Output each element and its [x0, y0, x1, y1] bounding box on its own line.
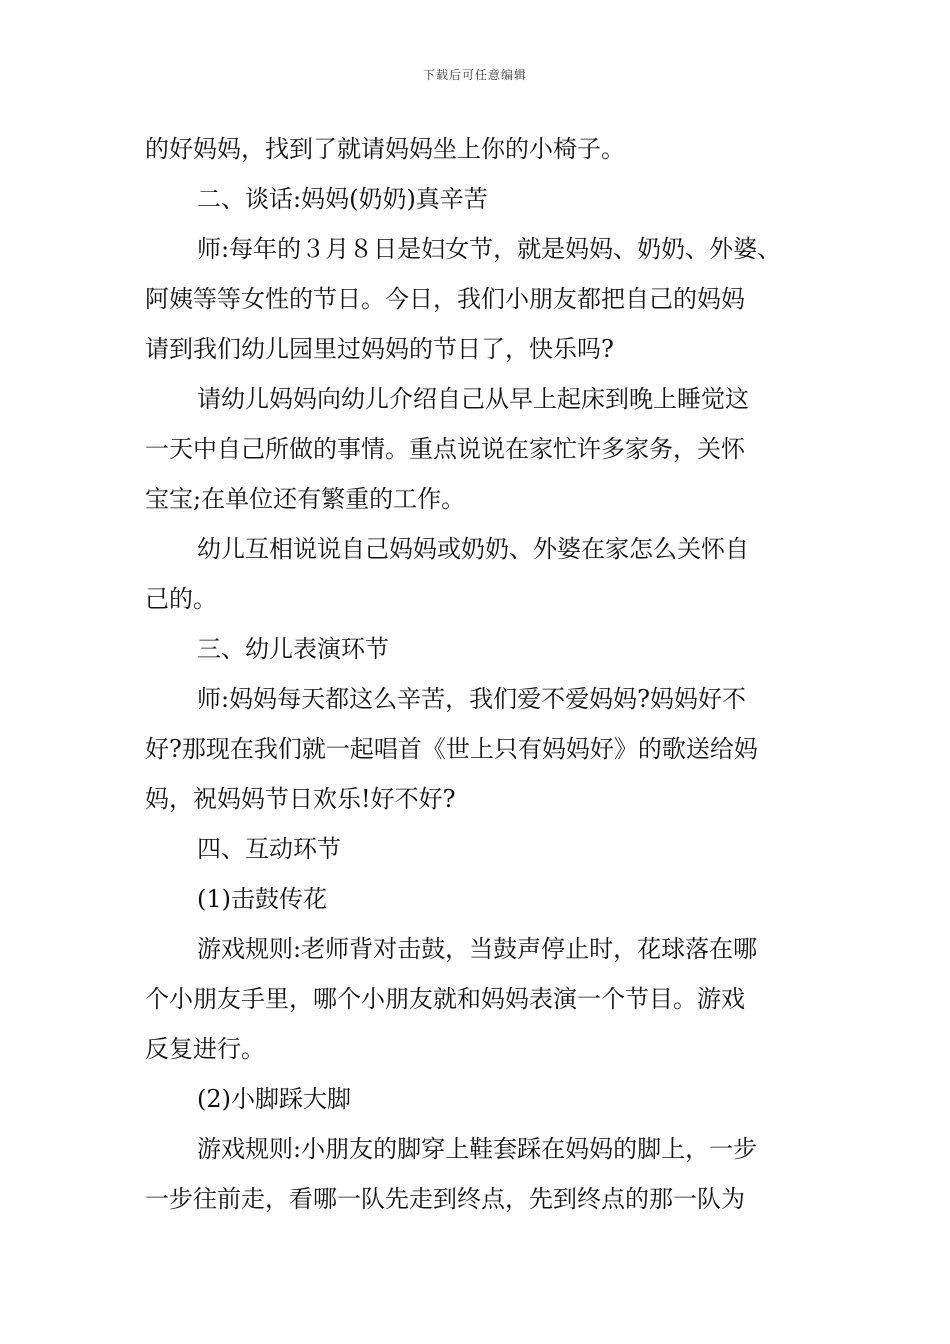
text-line: 一步往前走，看哪一队先走到终点，先到终点的那一队为 [145, 1185, 745, 1213]
text-line: 请到我们幼儿园里过妈妈的节日了，快乐吗? [145, 335, 614, 363]
text-line: 师:妈妈每天都这么辛苦，我们爱不爱妈妈?妈妈好不 [197, 685, 746, 713]
text-line: 师:每年的３月８日是妇女节，就是妈妈、奶奶、外婆、 [197, 235, 782, 263]
text-line: 好?那现在我们就一起唱首《世上只有妈妈好》的歌送给妈 [145, 735, 758, 763]
text-line: 游戏规则:小朋友的脚穿上鞋套踩在妈妈的脚上，一步 [197, 1135, 758, 1163]
section-heading: 四、互动环节 [197, 835, 341, 863]
text-line: 阿姨等等女性的节日。今日，我们小朋友都把自己的妈妈 [145, 285, 745, 313]
text-line: 反复进行。 [145, 1035, 265, 1063]
text-line: 幼儿互相说说自己妈妈或奶奶、外婆在家怎么关怀自 [197, 535, 749, 563]
page-header-note: 下载后可任意编辑 [422, 68, 527, 82]
section-heading: 二、谈话:妈妈(奶奶)真辛苦 [197, 185, 488, 213]
text-line: 宝宝;在单位还有繁重的工作。 [145, 485, 466, 513]
text-line: 个小朋友手里，哪个小朋友就和妈妈表演一个节目。游戏 [145, 985, 745, 1013]
text-line: 游戏规则:老师背对击鼓，当鼓声停止时，花球落在哪 [197, 935, 758, 963]
text-line: 妈，祝妈妈节日欢乐!好不好? [145, 785, 456, 813]
text-line: 的好妈妈，找到了就请妈妈坐上你的小椅子。 [145, 135, 625, 163]
subsection-heading: (1)击鼓传花 [197, 885, 327, 913]
section-heading: 三、幼儿表演环节 [197, 635, 389, 663]
subsection-heading: (2)小脚踩大脚 [197, 1085, 351, 1113]
text-line: 己的。 [145, 585, 217, 613]
document-body [145, 124, 825, 1224]
text-line: 一天中自己所做的事情。重点说说在家忙许多家务，关怀 [145, 435, 745, 463]
text-line: 请幼儿妈妈向幼儿介绍自己从早上起床到晚上睡觉这 [197, 385, 749, 413]
